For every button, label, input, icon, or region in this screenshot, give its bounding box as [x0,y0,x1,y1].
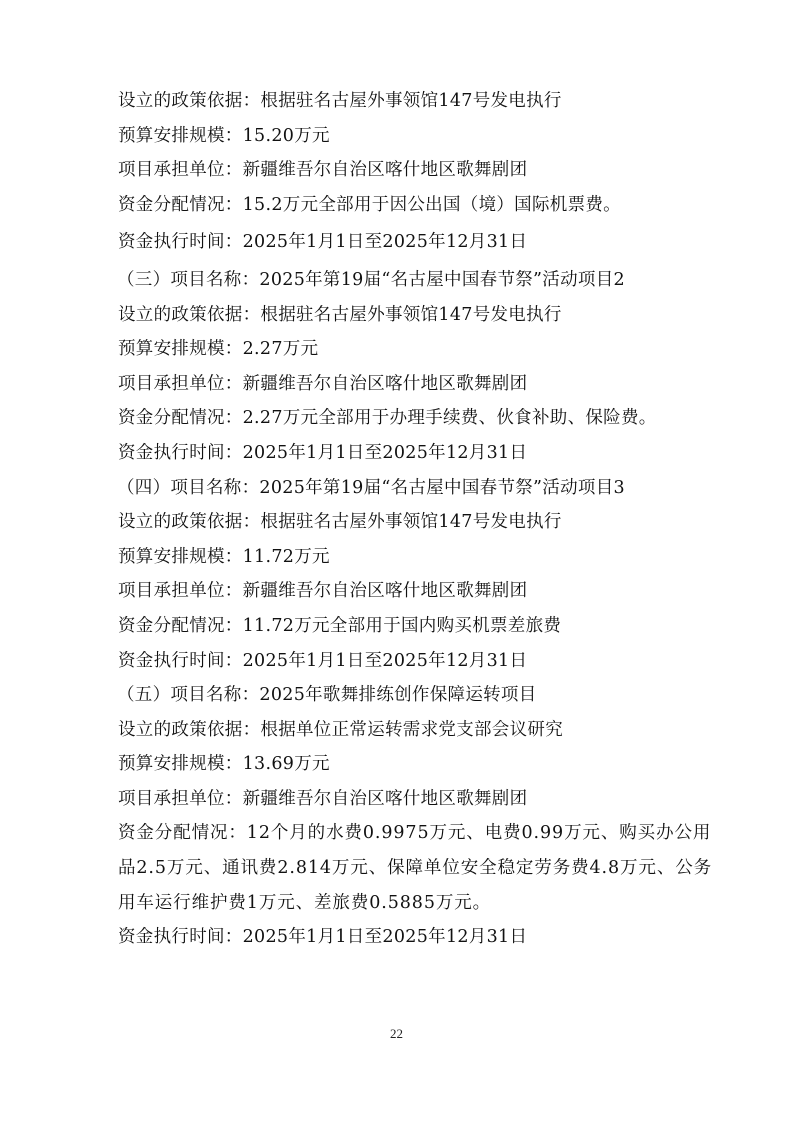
execution-time-line: 资金执行时间：2025年1月1日至2025年12月31日 [118,232,528,253]
undertaking-unit-line: 项目承担单位：新疆维吾尔自治区喀什地区歌舞剧团 [118,788,528,809]
page-number: 22 [390,1026,403,1041]
fund-allocation-line: 资金分配情况：15.2万元全部用于因公出国（境）国际机票费。 [118,194,621,215]
policy-basis-line: 设立的政策依据：根据单位正常运转需求党支部会议研究 [118,719,563,740]
undertaking-unit-line: 项目承担单位：新疆维吾尔自治区喀什地区歌舞剧团 [118,160,528,181]
policy-basis-line: 设立的政策依据：根据驻名古屋外事领馆147号发电执行 [118,304,562,325]
budget-scale-line: 预算安排规模：11.72万元 [118,546,330,567]
policy-basis-line: 设立的政策依据：根据驻名古屋外事领馆147号发电执行 [118,91,562,111]
undertaking-unit-line: 项目承担单位：新疆维吾尔自治区喀什地区歌舞剧团 [118,581,528,602]
project-4-heading: （四）项目名称：2025年第19届“名古屋中国春节祭”活动项目3 [117,477,625,498]
budget-scale-line: 预算安排规模：15.20万元 [118,125,330,146]
execution-time-line: 资金执行时间：2025年1月1日至2025年12月31日 [118,442,528,463]
document-body [118,84,718,955]
policy-basis-line: 设立的政策依据：根据驻名古屋外事领馆147号发电执行 [118,512,562,533]
budget-scale-line: 预算安排规模：2.27万元 [118,339,319,360]
undertaking-unit-line: 项目承担单位：新疆维吾尔自治区喀什地区歌舞剧团 [118,373,528,394]
fund-allocation-paragraph: 资金分配情况：12个月的水费0.9975万元、电费0.99万元、购买办公用品2.5万元、通讯费2.814万元、保障单位安全稳定劳务费4.8万元、公务用车运行维护费1万元、差旅费0.5885万元。 [118,823,713,913]
budget-scale-line: 预算安排规模：13.69万元 [118,754,330,775]
execution-time-line: 资金执行时间：2025年1月1日至2025年12月31日 [118,927,528,948]
fund-allocation-line: 资金分配情况：2.27万元全部用于办理手续费、伙食补助、保险费。 [118,408,657,429]
execution-time-line: 资金执行时间：2025年1月1日至2025年12月31日 [118,650,528,671]
project-3-heading: （三）项目名称：2025年第19届“名古屋中国春节祭”活动项目2 [117,269,625,290]
project-5-heading: （五）项目名称：2025年歌舞排练创作保障运转项目 [117,685,537,706]
fund-allocation-line: 资金分配情况：11.72万元全部用于国内购买机票差旅费 [118,615,562,636]
